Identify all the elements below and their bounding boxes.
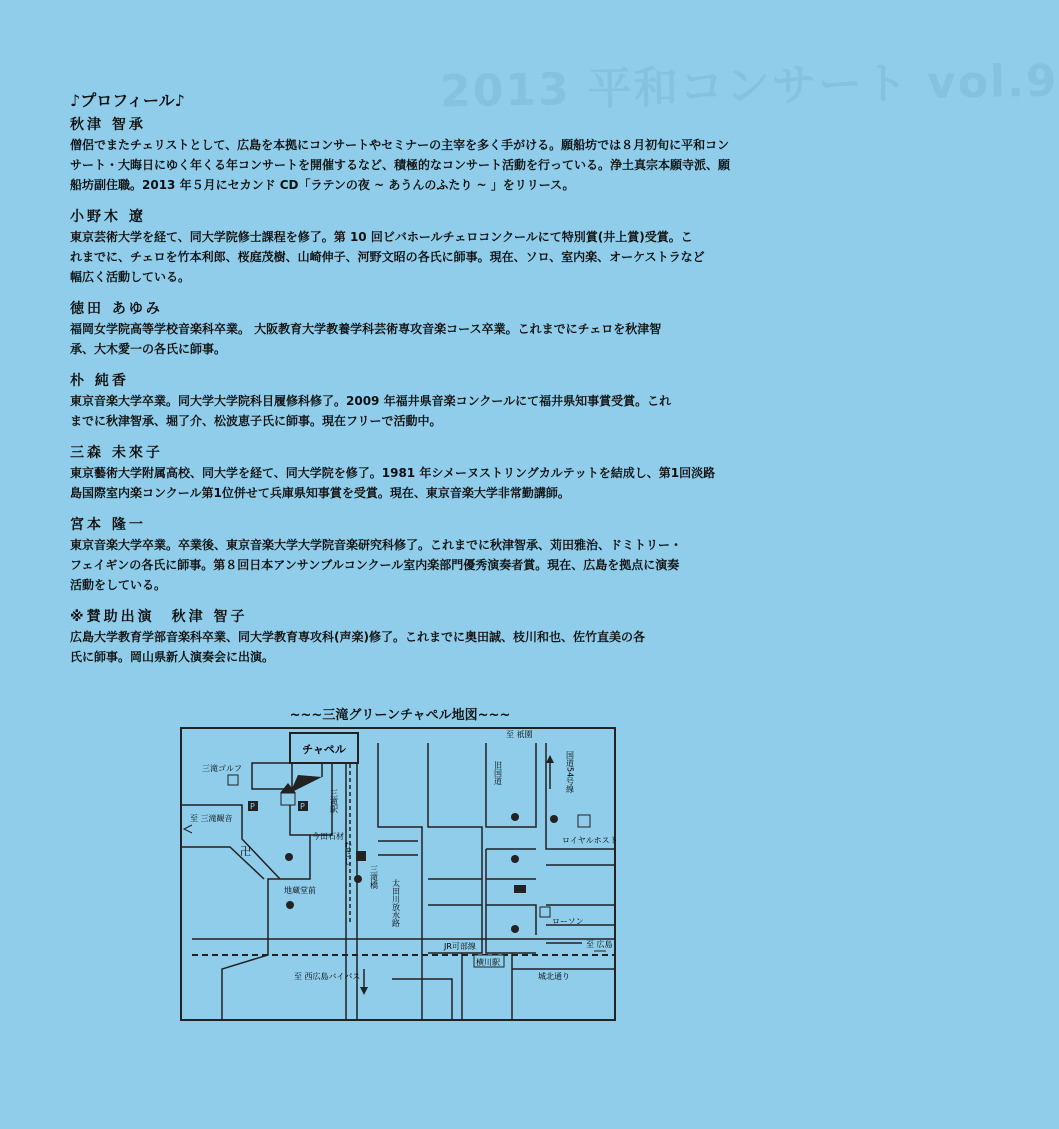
- profile-entry: [70, 115, 760, 195]
- route54-label: 国道54号線: [565, 751, 575, 794]
- profile-entry: [70, 207, 760, 287]
- jokita-label: 城北通り: [538, 972, 570, 981]
- profile-line: 氏に師事。岡山県新人演奏会に出演。: [70, 650, 275, 664]
- to-mitaki-kannon-label: 至 三滝観音: [190, 814, 233, 823]
- profile-section: [70, 88, 760, 679]
- profile-entry: [70, 607, 760, 667]
- profile-body: [70, 391, 760, 431]
- profile-line: 福岡女学院高等学校音楽科卒業。 大阪教育大学教養学科芸術専攻音楽コース卒業。これまでにチェロを秋津智: [70, 322, 662, 336]
- profile-name: 三森 未來子: [70, 445, 163, 461]
- profile-entry: [70, 371, 760, 431]
- profile-entry: [70, 443, 760, 503]
- map-title: ~~~三滝グリーンチャペル地図~~~: [289, 708, 511, 723]
- svg-text:卍: 卍: [240, 845, 251, 858]
- profile-line: 活動をしている。: [70, 578, 167, 592]
- profile-name: 宮本 隆一: [70, 517, 146, 533]
- profile-line: 広島大学教育学部音楽科卒業、同大学教育専攻科(声楽)修了。これまでに奥田誠、枝川和也、佐竹直美の各: [70, 630, 645, 644]
- imada-lumber-label: 今田石材: [312, 832, 344, 841]
- access-map: [180, 727, 616, 1021]
- profile-name: 小野木 遼: [70, 209, 146, 225]
- svg-text:P: P: [250, 802, 255, 811]
- profile-line: 東京音楽大学卒業。同大学大学院科目履修科修了。2009 年福井県音楽コンクールにて福井県知事賞受賞。これ: [70, 394, 672, 408]
- profile-body: [70, 463, 760, 503]
- profile-entry: [70, 515, 760, 595]
- profile-body: [70, 227, 760, 287]
- profile-line: 幅広く活動している。: [70, 270, 191, 284]
- profile-heading: ♪プロフィール♪: [70, 91, 185, 110]
- profile-name: 秋津 智承: [70, 117, 146, 133]
- profile-line: 東京藝術大学附属高校、同大学を経て、同大学院を修了。1981 年シメーヌストリングカルテットを結成し、第1回淡路: [70, 466, 716, 480]
- profile-name: 朴 純香: [70, 373, 129, 389]
- jizo-label: 地蔵堂前: [284, 886, 316, 895]
- profile-body: [70, 135, 760, 195]
- to-hiroshima-label: 至 広島: [586, 940, 613, 949]
- mitaki-station-label: 三滝駅: [329, 789, 339, 813]
- svg-text:P: P: [300, 802, 305, 811]
- profile-line: 東京音楽大学卒業。卒業後、東京音楽大学大学院音楽研究科修了。これまでに秋津智承、苅田雅治、ドミトリー・: [70, 538, 683, 552]
- to-nishihiroshima-label: 至 西広島バイパス: [294, 972, 361, 981]
- old-road-label: 旧国道: [493, 761, 503, 785]
- profile-line: 島国際室内楽コンクール第1位併せて兵庫県知事賞を受賞。現在、東京音楽大学非常勤講師。: [70, 486, 570, 500]
- profile-name: ※賛助出演 秋津 智子: [70, 609, 248, 625]
- golf-label: 三滝ゴルフ: [202, 764, 242, 773]
- to-gion-label: 至 祇園: [506, 730, 533, 739]
- profile-line: 僧侶でまたチェリストとして、広島を本拠にコンサートやセミナーの主宰を多く手がける。願船坊では８月初旬に平和コン: [70, 138, 730, 152]
- profile-line: れまでに、チェロを竹本利郎、桜庭茂樹、山崎伸子、河野文昭の各氏に師事。現在、ソロ、室内楽、オーケストラなど: [70, 250, 705, 264]
- profile-entry: [70, 299, 760, 359]
- profile-line: 船坊副住職。2013 年５月にセカンド CD「ラテンの夜 ~ あうんのふたり ~ 」をリリース。: [70, 178, 575, 192]
- ota-river-label: 太田川放水路: [391, 879, 401, 927]
- lawson-label: ローソン: [552, 917, 584, 926]
- faint-backprint-title: 2013 平和コンサート vol.9: [439, 55, 1059, 118]
- profile-line: フェイギンの各氏に師事。第８回日本アンサンブルコンクール室内楽部門優秀演奏者賞。現在、広島を拠点に演奏: [70, 558, 680, 572]
- jr-line-label: JR可部線: [444, 942, 476, 951]
- profile-body: [70, 627, 760, 667]
- chapel-label: チャペル: [302, 743, 346, 756]
- profile-name: 徳田 あゆみ: [70, 301, 163, 317]
- profile-body: [70, 319, 760, 359]
- profile-list: [70, 115, 760, 667]
- yokogawa-label: 横川駅: [476, 958, 500, 967]
- royal-host-label: ロイヤルホスト: [562, 836, 618, 845]
- profile-line: 東京芸術大学を経て、同大学院修士課程を修了。第 10 回ビバホールチェロコンクールにて特別賞(井上賞)受賞。こ: [70, 230, 693, 244]
- profile-line: 承、大木愛一の各氏に師事。: [70, 342, 227, 356]
- mitaki-bridge-label: 三滝橋: [369, 865, 379, 889]
- profile-line: サート・大晦日にゆく年くる年コンサートを開催するなど、積極的なコンサート活動を行っている。浄土真宗本願寺派、願: [70, 158, 731, 172]
- map-drawing: [182, 729, 618, 1019]
- profile-line: までに秋津智承、堀了介、松波恵子氏に師事。現在フリーで活動中。: [70, 414, 442, 428]
- musashi-label: むさし: [343, 841, 353, 865]
- profile-body: [70, 535, 760, 595]
